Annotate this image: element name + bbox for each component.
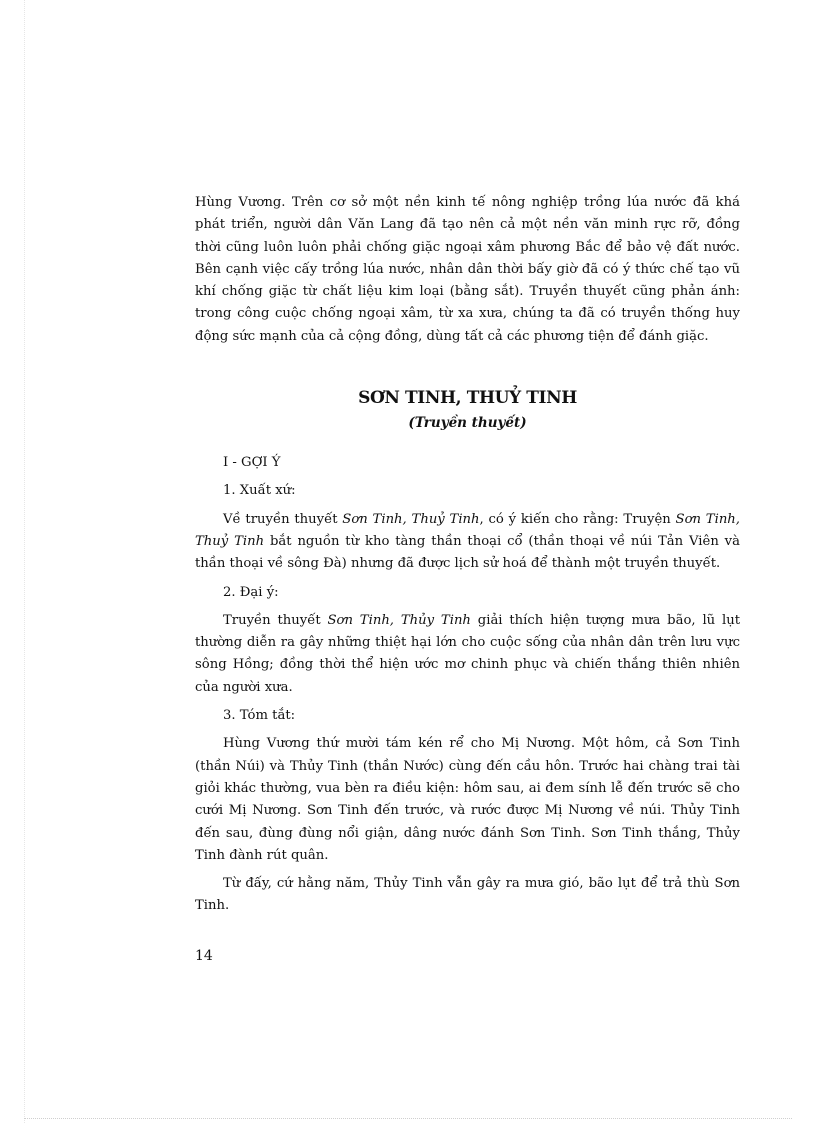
page-bottom-guide [24,1118,792,1119]
origin-heading: 1. Xuất xứ: [223,483,296,499]
page-margin-guide [24,0,25,1123]
story-title: SƠN TINH, THUỶ TINH [358,388,577,409]
summary-heading: 2. Đại ý: [223,584,279,600]
origin-paragraph: Về truyền thuyết Sơn Tinh, Thuỷ Tinh, có ý kiến cho rằng: Truyện Sơn Tinh, Thuỷ Tinh bắt nguồn từ kho tàng thần thoại cổ (thần thoại về núi Tản Viên và thần thoại về sông Đà) nhưng đã được lịch sử hoá để thành một truyền thuyết. [195,511,740,572]
synopsis-paragraph-1: Hùng Vương thứ mười tám kén rể cho Mị Nương. Một hôm, cả Sơn Tinh (thần Núi) và Thủy Tinh (thần Nước) cùng đến cầu hôn. Trước hai chàng trai tài giỏi khác thường, vua bèn ra điều kiện: hôm sau, ai đem sính lễ đến trước sẽ cho cưới Mị Nương. Sơn Tinh đến trước, và rước được Mị Nương về núi. Thủy Tinh đến sau, đùng đùng nổi giận, dâng nước đánh Sơn Tinh. Sơn Tinh thắng, Thủy Tinh đành rút quân. [195,736,740,863]
synopsis-paragraph-2: Từ đấy, cứ hằng năm, Thủy Tinh vẫn gây ra mưa gió, bão lụt để trả thù Sơn Tinh. [195,876,740,914]
intro-paragraph: Hùng Vương. Trên cơ sở một nền kinh tế nông nghiệp trồng lúa nước đã khá phát triển, người dân Văn Lang đã tạo nên cả một nền văn minh rực rỡ, đồng thời cũng luôn luôn phải chống giặc ngoại xâm phương Bắc để bảo vệ đất nước. Bên cạnh việc cấy trồng lúa nước, nhân dân thời bấy giờ đã có ý thức chế tạo vũ khí chống giặc từ chất liệu kim loại (bằng sắt). Truyền thuyết cũng phản ánh: trong công cuộc chống ngoại xâm, từ xa xưa, chúng ta đã có truyền thống huy động sức mạnh của cả cộng đồng, dùng tất cả các phương tiện để đánh giặc. [195,195,740,344]
synopsis-heading: 3. Tóm tắt: [223,708,296,724]
page-number: 14 [195,948,213,964]
summary-paragraph: Truyền thuyết Sơn Tinh, Thủy Tinh giải thích hiện tượng mưa bão, lũ lụt thường diễn ra gây những thiệt hại lớn cho cuộc sống của nhân dân trên lưu vực sông Hồng; đồng thời thể hiện ước mơ chinh phục và chiến thắng thiên nhiên của người xưa. [195,612,741,695]
section-heading: I - GỢI Ý [223,455,281,471]
document-body [195,192,740,918]
story-subtitle: (Truyền thuyết) [408,415,527,432]
